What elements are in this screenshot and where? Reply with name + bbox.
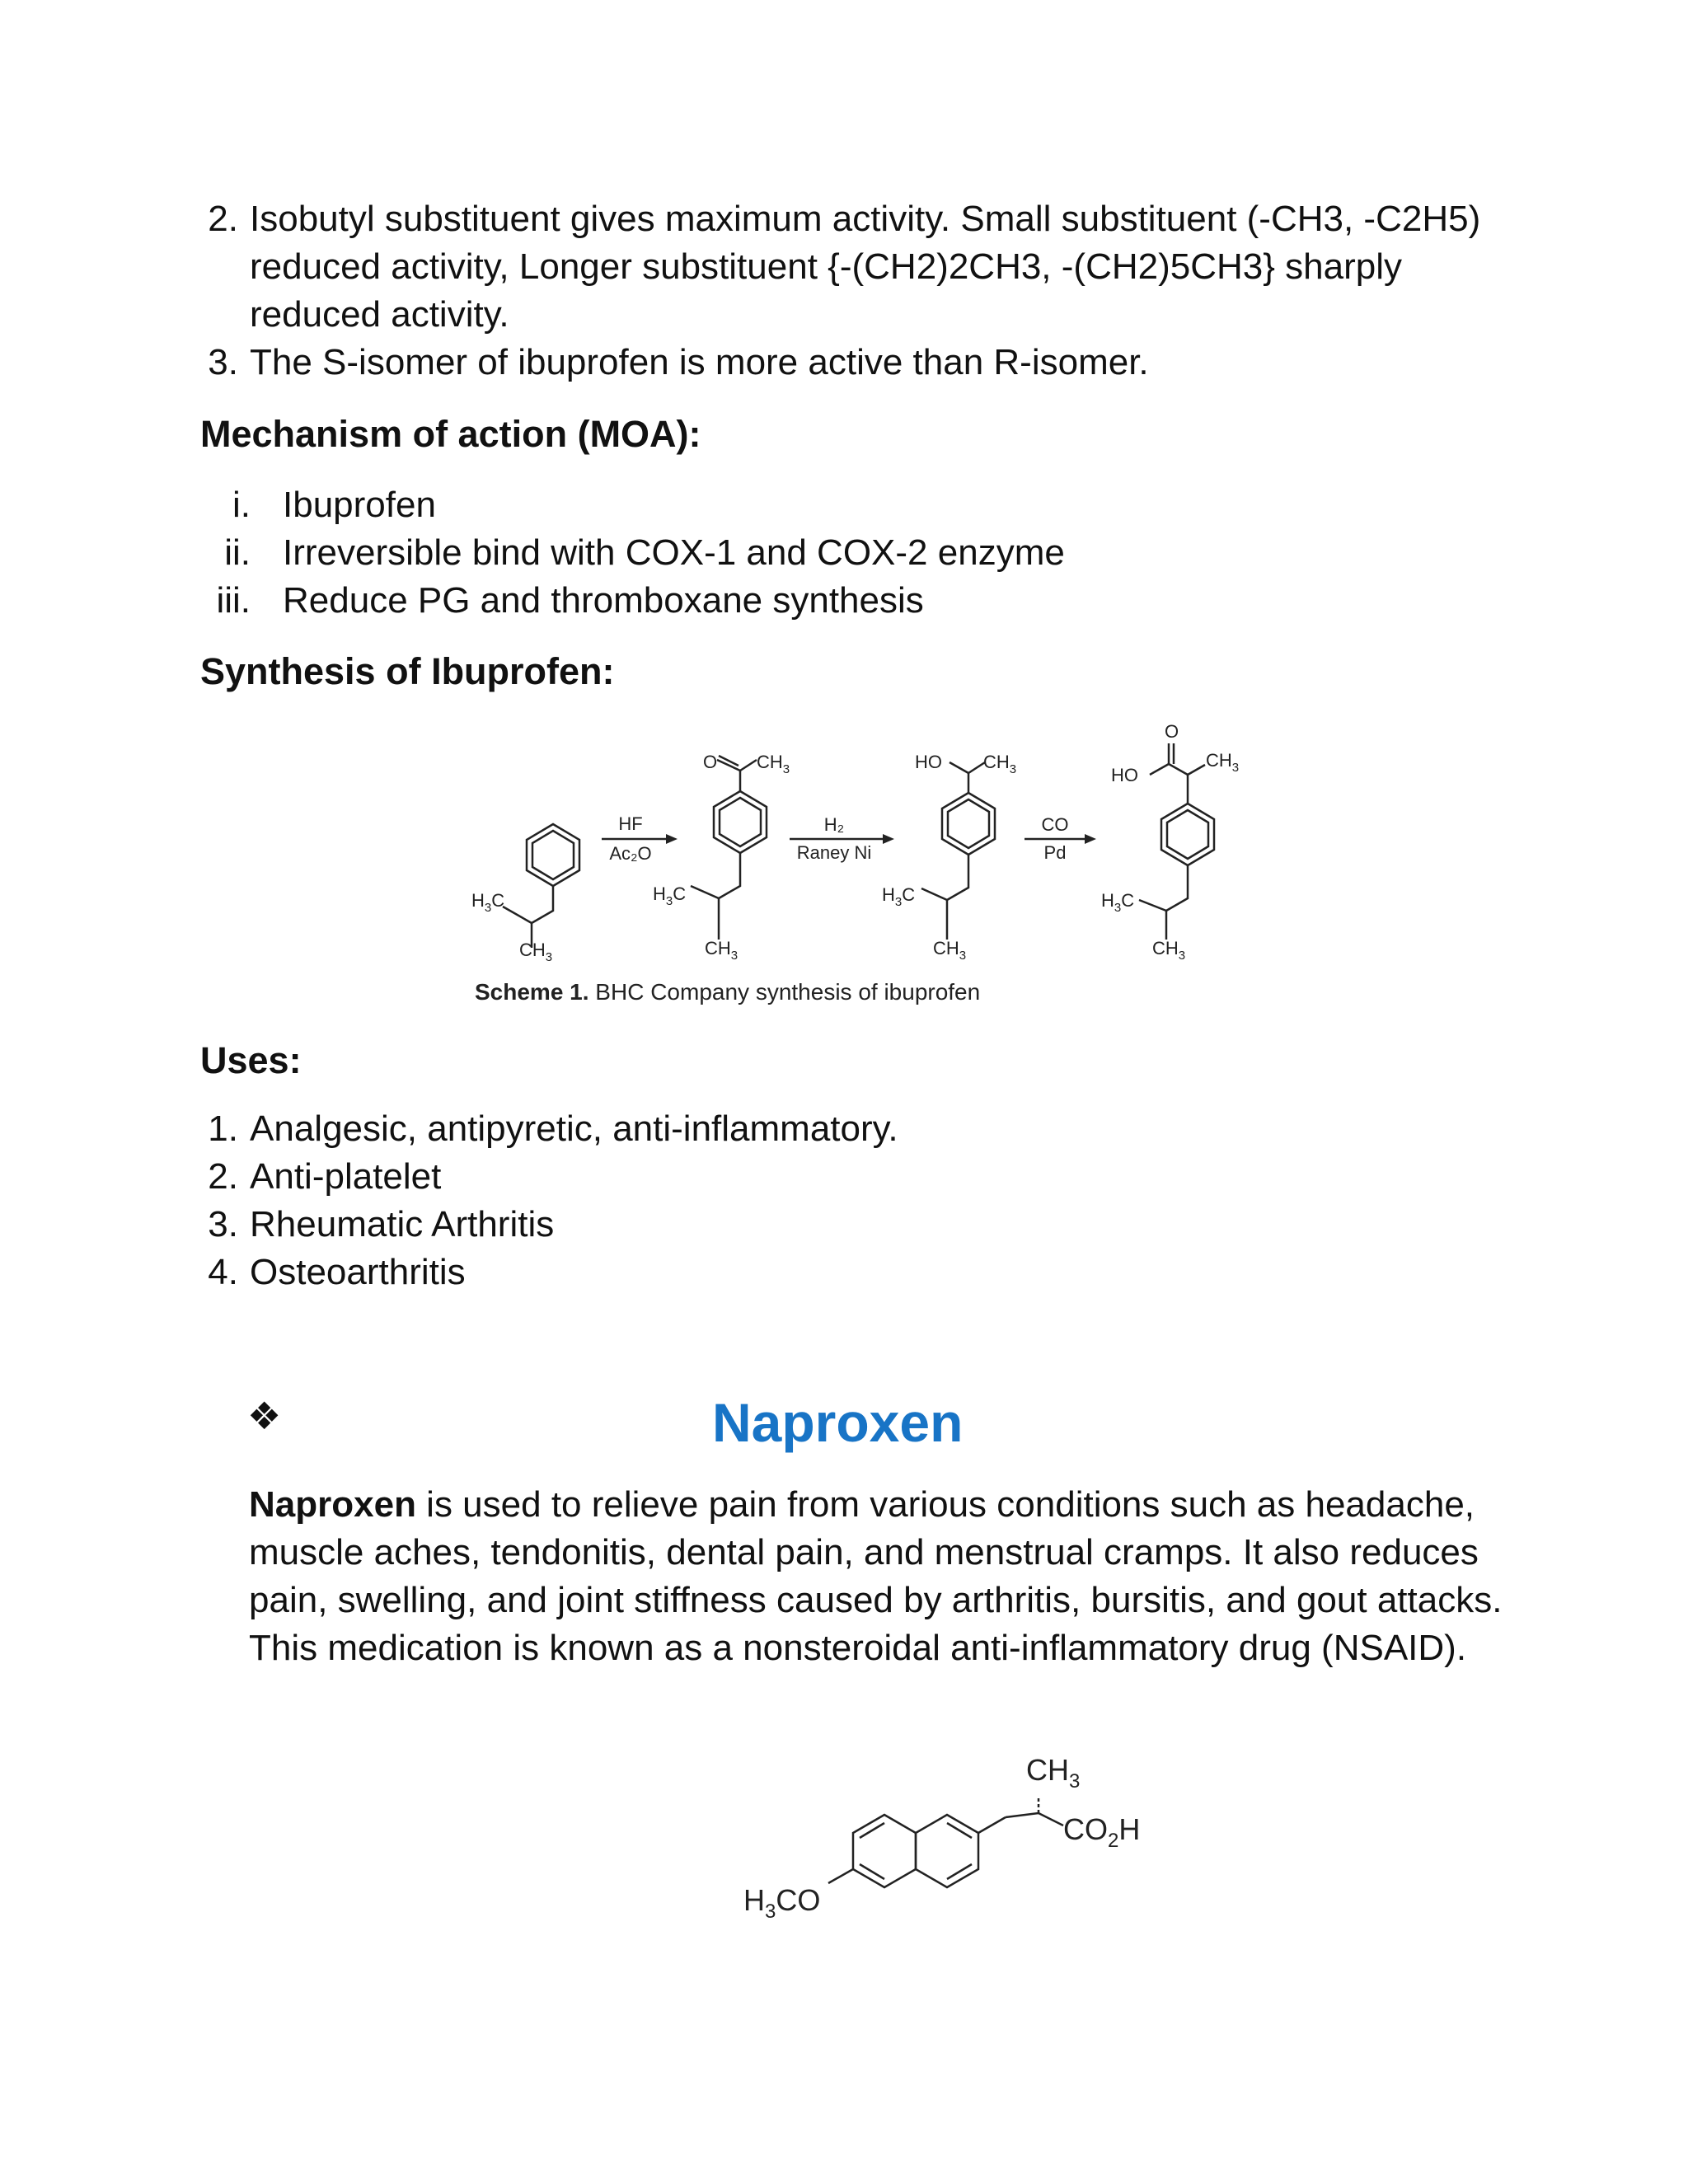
list-item-text: Irreversible bind with COX-1 and COX-2 enzyme — [283, 532, 1065, 573]
naproxen-intro-bold: Naproxen — [249, 1484, 416, 1525]
svg-text:HO: HO — [1111, 765, 1138, 785]
scheme-caption-text: BHC Company synthesis of ibuprofen — [588, 979, 981, 1005]
list-item — [198, 577, 1434, 625]
uses-list — [200, 1105, 1437, 1296]
svg-text:CH3: $CH_3$ — [983, 752, 1017, 776]
svg-text:CH3: $CH_3$ — [1026, 1753, 1081, 1793]
list-number: 2. — [208, 1156, 238, 1197]
ibuprofen-structure — [1139, 743, 1214, 940]
svg-text:CO2H: $CO_2H$ — [1063, 1812, 1141, 1852]
list-item — [200, 339, 1503, 387]
list-number: i. — [232, 485, 251, 525]
list-item — [198, 529, 1434, 577]
list-item-text: The S-isomer of ibuprofen is more active than R-isomer. — [250, 342, 1149, 382]
moa-heading: Mechanism of action (MOA): — [200, 413, 701, 455]
svg-text:CH3: $CH_3$ — [519, 940, 553, 964]
moa-list — [198, 481, 1434, 625]
svg-text:H3C: $H_3C$ — [882, 884, 916, 909]
naproxen-title: Naproxen — [712, 1392, 964, 1453]
list-number: 3. — [208, 1204, 238, 1244]
step1-reagent-bottom: Ac₂O — [609, 843, 652, 864]
list-item — [200, 1249, 1437, 1296]
isobutylbenzene-structure — [503, 824, 579, 948]
step2-reagent-bottom: Raney Ni — [796, 842, 872, 863]
scheme-caption-label: Scheme 1. — [475, 979, 589, 1005]
list-item-text: Anti-platelet — [250, 1156, 442, 1197]
list-item-text: Reduce PG and thromboxane synthesis — [283, 580, 924, 621]
diamond-bullet-icon: ❖ — [247, 1394, 282, 1438]
list-item-text: Ibuprofen — [283, 485, 436, 525]
list-item — [200, 1153, 1437, 1201]
svg-text:CH3: $CH_3$ — [1206, 750, 1240, 775]
svg-text:CH3: $CH_3$ — [705, 938, 738, 963]
svg-text:H3C: $H_3C$ — [471, 890, 505, 915]
svg-text:O: O — [1165, 721, 1179, 742]
list-number: 1. — [208, 1108, 238, 1149]
naproxen-intro-text: is used to relieve pain from various conditions such as headache, muscle aches, tendonitis, dental pain, and menstrual cramps. It also reduces pain, swelling, and joint stiffness caused by arthritis, bursitis, and gout attacks. This medication is known as a nonsteroidal anti-inflammatory drug (NSAID). — [249, 1484, 1503, 1668]
list-number: 4. — [208, 1252, 238, 1292]
svg-text:O: O — [703, 752, 718, 772]
svg-text:CH3: $CH_3$ — [933, 938, 967, 963]
acetophenone-structure — [691, 756, 767, 940]
svg-text:H3CO: $H_3CO$ — [743, 1883, 821, 1923]
list-item-text: Rheumatic Arthritis — [250, 1204, 555, 1244]
ibuprofen-synthesis-scheme — [453, 709, 1294, 1014]
svg-text:HO: HO — [915, 752, 942, 772]
list-item — [200, 195, 1503, 339]
list-number: ii. — [224, 532, 251, 573]
list-item-text: Analgesic, antipyretic, anti-inflammatory. — [250, 1108, 898, 1149]
sar-list — [200, 195, 1503, 387]
step1-reagent-top: HF — [618, 813, 643, 834]
list-number: iii. — [216, 580, 251, 621]
svg-text:H3C: $H_3C$ — [1101, 890, 1135, 915]
naproxen-structure — [725, 1731, 1187, 1929]
synthesis-heading: Synthesis of Ibuprofen: — [200, 650, 615, 692]
step3-reagent-top: CO — [1041, 814, 1069, 835]
list-item-text: Osteoarthritis — [250, 1252, 466, 1292]
svg-text:CH3: $CH_3$ — [1152, 938, 1186, 963]
svg-text:CH3: $CH_3$ — [757, 752, 790, 776]
list-item — [200, 1201, 1437, 1249]
list-item — [200, 1105, 1437, 1153]
step2-reagent-top: H₂ — [823, 814, 845, 835]
list-item-text: Isobutyl substituent gives maximum activity. Small substituent (-CH3, -C2H5) reduced activity, Longer substituent {-(CH2)2CH3, -(CH2)5CH3} sharply reduced activity. — [250, 199, 1481, 335]
list-number: 2. — [208, 199, 238, 239]
svg-text:H3C: $H_3C$ — [653, 883, 687, 908]
list-number: 3. — [208, 342, 238, 382]
list-item — [198, 481, 1434, 529]
alcohol-structure — [921, 762, 995, 940]
scheme-caption — [475, 979, 980, 1005]
uses-heading: Uses: — [200, 1039, 302, 1081]
naproxen-intro — [249, 1481, 1535, 1672]
step3-reagent-bottom: Pd — [1043, 842, 1067, 863]
